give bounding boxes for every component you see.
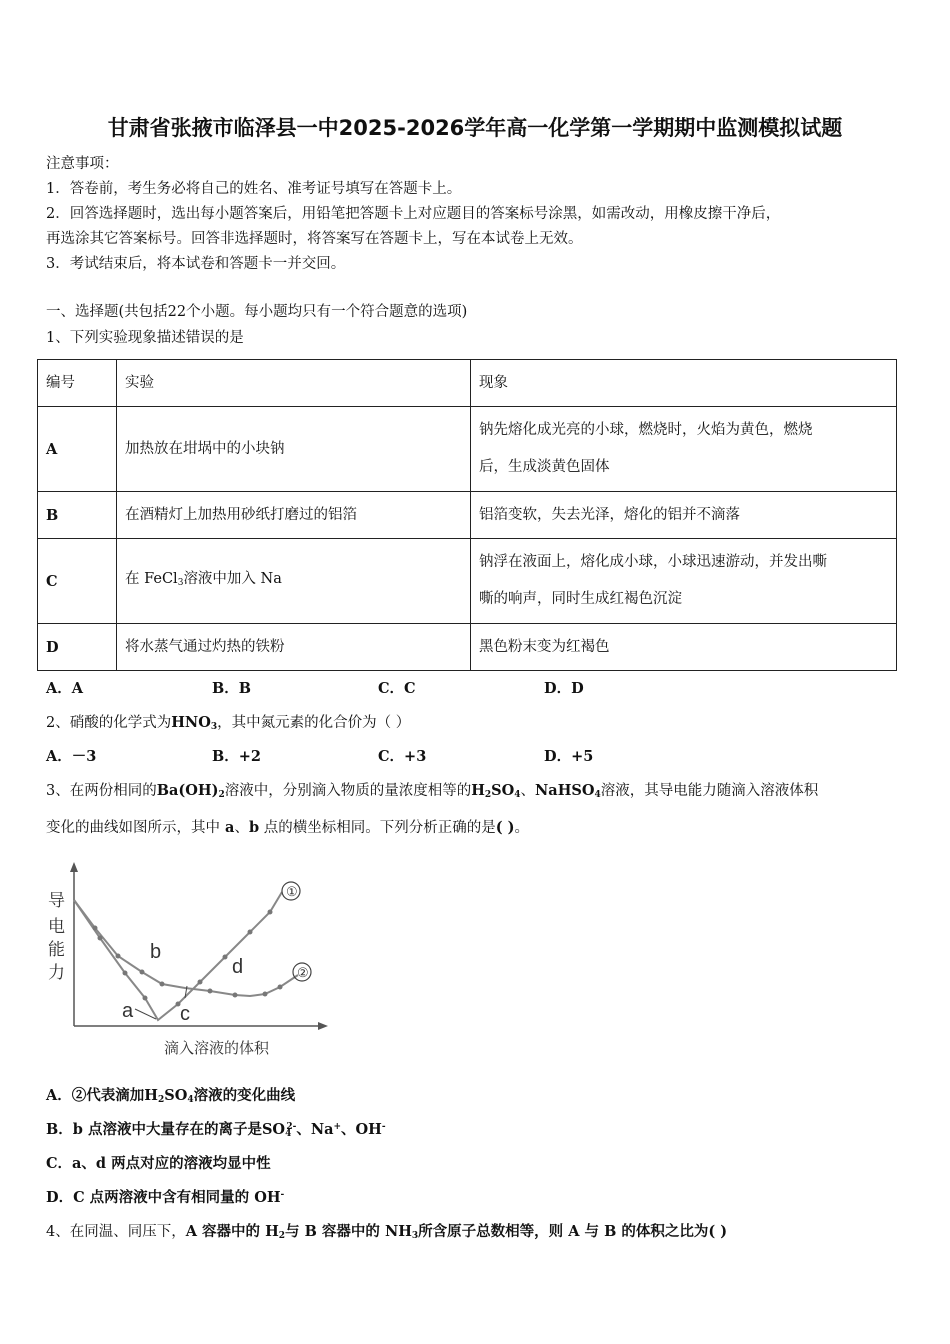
table-row	[38, 492, 897, 539]
y-axis-arrow	[70, 862, 78, 872]
row-obs	[471, 539, 897, 624]
row-key: B	[38, 492, 117, 539]
q3-option-d[interactable]: D．C 点两溶液中含有相同量的 OH-	[46, 1189, 285, 1206]
row-obs: 铝箔变软，失去光泽，熔化的铝并不滴落	[471, 492, 897, 539]
q4-stem: 4、在同温、同压下，A 容器中的 $H_2$与 B 容器中的 $NH_3$所含原子总数相等，则 A 与 B 的体积之比为( )	[46, 1223, 728, 1241]
option-a[interactable]: A．A	[46, 680, 84, 697]
ylabel-char: 力	[48, 963, 65, 982]
header-obs: 现象	[471, 360, 897, 407]
row-obs-line2: 后，生成淡黄色固体	[479, 459, 610, 475]
table-row	[38, 624, 897, 671]
point-b-label: b	[150, 941, 162, 963]
q2-options	[46, 745, 593, 766]
notice-item-3: 3．考试结束后，将本试卷和答题卡一并交回。	[46, 256, 346, 272]
table-row	[38, 539, 897, 624]
row-exp: 在酒精灯上加热用砂纸打磨过的铝箔	[117, 492, 471, 539]
q3-stem-line2: 变化的曲线如图所示，其中 a、b 点的横坐标相同。下列分析正确的是( )。	[46, 819, 529, 836]
row-exp: 加热放在坩埚中的小块钠	[117, 407, 471, 492]
notice-heading: 注意事项：	[46, 156, 119, 172]
row-obs-line2: 嘶的响声，同时生成红褐色沉淀	[479, 591, 682, 607]
ylabel-char: 电	[48, 917, 65, 936]
q1-stem: 1、下列实验现象描述错误的是	[46, 330, 244, 346]
row-exp: 在 FeCl$_3$溶液中加入 Na	[117, 539, 471, 624]
option-c[interactable]: C．C	[378, 680, 416, 697]
page-title: 甘肃省张掖市临泽县一中2025-2026学年高一化学第一学期期中监测模拟试题	[107, 116, 843, 140]
row-obs-line1: 钠先熔化成光亮的小球，燃烧时，火焰为黄色，燃烧	[479, 422, 813, 438]
row-key: C	[38, 539, 117, 624]
curve-2-markers	[93, 926, 283, 998]
option-c[interactable]: C．+3	[378, 748, 427, 765]
option-d[interactable]: D．+5	[544, 748, 594, 765]
row-key: D	[38, 624, 117, 671]
q1-table	[37, 359, 897, 671]
header-key: 编号	[38, 360, 117, 407]
section-heading: 一、选择题(共包括22个小题。每小题均只有一个符合题意的选项)	[46, 304, 468, 320]
table-row	[38, 407, 897, 492]
row-obs	[471, 407, 897, 492]
x-axis-label: 滴入溶液的体积	[164, 1040, 270, 1057]
point-a-label: a	[122, 1000, 134, 1022]
row-key: A	[38, 407, 117, 492]
option-a[interactable]: A．－3	[46, 748, 97, 765]
notice-item-2-cont: 再选涂其它答案标号。回答非选择题时，将答案写在答题卡上，写在本试卷上无效。	[46, 231, 583, 247]
notice-item-2: 2．回答选择题时，选出每小题答案后，用铅笔把答题卡上对应题目的答案标号涂黑，如需改动，用橡皮擦干净后，	[46, 206, 781, 222]
row-obs: 黑色粉末变为红褐色	[471, 624, 897, 671]
point-c-label: c	[180, 1003, 190, 1025]
point-d-label: d	[232, 956, 244, 978]
table-header-row	[38, 360, 897, 407]
q3-stem-line1: 3、在两份相同的$Ba(OH)_2$溶液中，分别滴入物质的量浓度相等的$H_2SO_4$、NaHSO$_4$溶液，其导电能力随滴入溶液体积	[46, 782, 819, 800]
curve-1-label: ①	[286, 884, 298, 899]
option-d[interactable]: D．D	[544, 680, 584, 697]
ylabel-char: 能	[48, 940, 65, 959]
curve-2-label: ②	[297, 965, 309, 980]
x-axis-arrow	[318, 1022, 328, 1030]
q3-option-c[interactable]: C．a、d 两点对应的溶液均显中性	[46, 1155, 271, 1172]
notice-item-1: 1．答卷前，考生务必将自己的姓名、准考证号填写在答题卡上。	[46, 181, 462, 197]
conductivity-graph	[40, 858, 330, 1063]
ylabel-char: 导	[48, 891, 65, 910]
q2-stem: 2、硝酸的化学式为$HNO_3$，其中氮元素的化合价为（ ）	[46, 714, 411, 732]
option-b[interactable]: B．B	[212, 680, 252, 697]
header-exp: 实验	[117, 360, 471, 407]
q3-option-a[interactable]: A．②代表滴加$H_2SO_4$溶液的变化曲线	[46, 1087, 296, 1105]
row-exp: 将水蒸气通过灼热的铁粉	[117, 624, 471, 671]
option-b[interactable]: B．+2	[212, 748, 261, 765]
curve-1-markers	[98, 910, 273, 1007]
row-obs-line1: 钠浮在液面上，熔化成小球，小球迅速游动，并发出嘶	[479, 554, 827, 570]
q3-option-b[interactable]: B．b 点溶液中大量存在的离子是$SO_4^{2-}$、Na+、OH-	[46, 1121, 386, 1139]
curve-1	[74, 892, 282, 1020]
q1-options	[46, 677, 584, 698]
